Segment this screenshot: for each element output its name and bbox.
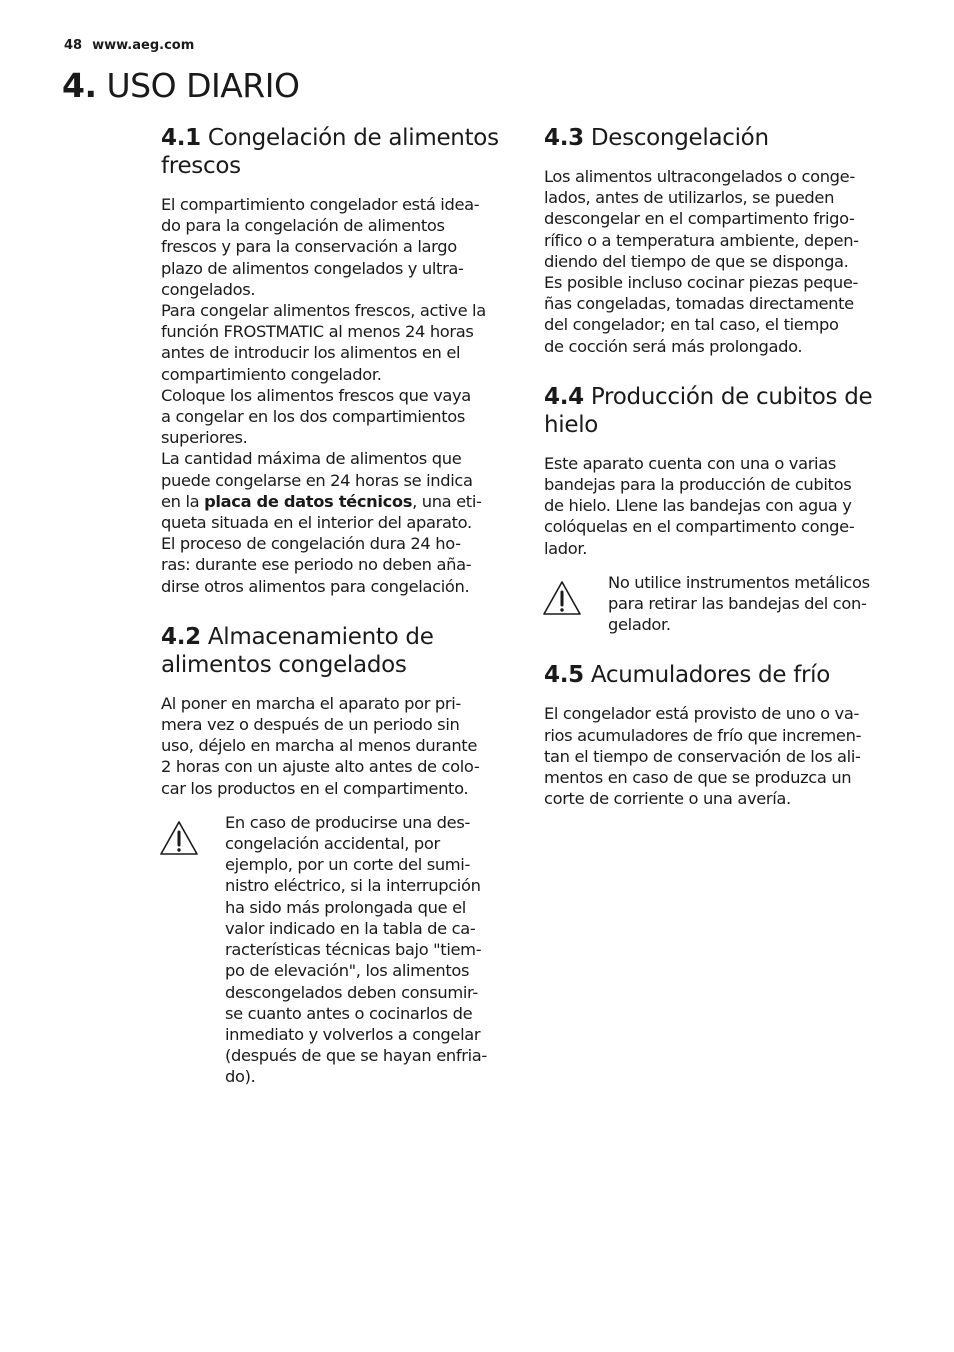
warning-triangle-icon	[542, 580, 582, 616]
section-4-4-title: 4.4 Producción de cubitos de hielo	[544, 383, 873, 438]
chapter-name: USO DIARIO	[106, 66, 300, 105]
section-4-3-body: Los alimentos ultracongelados o conge- lados, antes de utilizarlos, se pueden descongelar en el compartimento frigo- rífico o a temperatura ambiente, depen- diendo del tiempo de que se disponga. Es posible incluso cocinar piezas peque- ñas congeladas, tomadas directamente del congelador; en tal caso, el tiempo de cocción será más prolongado.	[544, 167, 859, 356]
warning-metal-tools	[544, 572, 904, 636]
chapter-title	[62, 66, 299, 105]
section-4-4-body: Este aparato cuenta con una o varias bandejas para la producción de cubitos de hielo. Llene las bandejas con agua y colóquelas en el compartimento conge- lador.	[544, 453, 855, 558]
section-4-5-body: El congelador está provisto de uno o va- rios acumuladores de frío que incremen- tan el tiempo de conservación de los ali- mentos en caso de que se produzca un corte de corriente o una avería.	[544, 704, 862, 809]
right-column	[544, 124, 904, 809]
warning-triangle-icon	[159, 820, 199, 856]
warning-defrost	[161, 812, 519, 1088]
section-4-5-title: 4.5 Acumuladores de frío	[544, 662, 831, 689]
section-4-1-body: El compartimiento congelador está idea- do para la congelación de alimentos frescos y para la conservación a largo plazo de alimentos congelados y ultra- congelados. Para congelar alimentos frescos, active la función FROSTMATIC al menos 24 horas antes de introducir los alimentos en el compartimiento congelador. Coloque los alimentos frescos que vaya a congelar en los dos compartimientos superiores. La cantidad máxima de alimentos que puede congelarse en 24 horas se indica en la placa de datos técnicos, una eti- queta situada en el interior del aparato. El proceso de congelación dura 24 ho- ras: durante ese periodo no deben aña- dirse otros alimentos para congelación.	[161, 195, 486, 596]
page-number: 48	[64, 38, 83, 53]
warning-metal-tools-text: No utilice instrumentos metálicos para retirar las bandejas del con- gelador.	[608, 572, 870, 635]
chapter-number: 4.	[62, 66, 97, 105]
website-url: www.aeg.com	[92, 38, 195, 53]
section-4-2-title: 4.2 Almacenamiento de alimentos congelados	[161, 623, 434, 678]
section-4-2-body: Al poner en marcha el aparato por pri- mera vez o después de un periodo sin uso, déjelo en marcha al menos durante 2 horas con un ajuste alto antes de colo- car los productos en el compartimento.	[161, 693, 480, 798]
left-column	[161, 124, 519, 1088]
page-header	[64, 38, 194, 53]
warning-defrost-text: En caso de producirse una des- congelación accidental, por ejemplo, por un corte del sumi- nistro eléctrico, si la interrupción ha sido más prolongada que el valor indicado en la tabla de ca- racterísticas técnicas bajo "tiem- po de elevación", los alimentos descongelados deben consumir- se cuanto antes o cocinarlos de inmediato y volverlos a congelar (después de que se hayan enfria- do).	[225, 812, 487, 1087]
section-4-1-title: 4.1 Congelación de alimentos frescos	[161, 125, 499, 179]
section-4-3-title: 4.3 Descongelación	[544, 125, 769, 151]
rating-plate-term: placa de datos técnicos	[204, 491, 413, 511]
